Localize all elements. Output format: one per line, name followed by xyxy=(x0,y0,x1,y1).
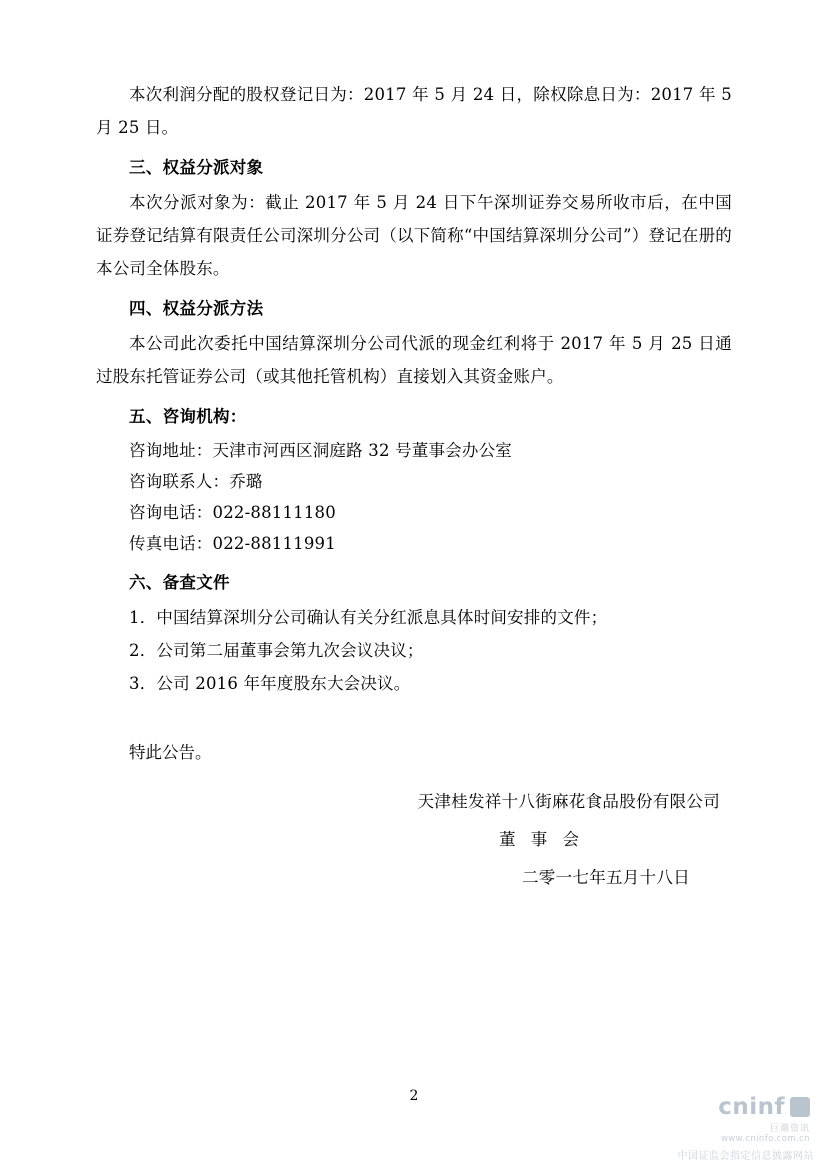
watermark xyxy=(718,1094,810,1144)
paragraph-record-date: 本次利润分配的股权登记日为：2017 年 5 月 24 日，除权除息日为：2017 年 5 月 25 日。 xyxy=(96,85,732,137)
spacer xyxy=(96,700,732,736)
consult-phone: 咨询电话：022-88111180 xyxy=(129,503,336,522)
watermark-logo xyxy=(718,1094,810,1120)
watermark-url: www.cninfo.com.cn xyxy=(720,1134,810,1144)
page-number: 2 xyxy=(409,1088,419,1104)
watermark-subtitle: 巨潮资讯 xyxy=(769,1124,810,1134)
signature-company: 天津桂发祥十八街麻花食品股份有限公司 xyxy=(417,792,720,811)
signature-council: 董 事 会 xyxy=(499,830,584,849)
watermark-mark-icon xyxy=(790,1097,810,1117)
consult-address: 咨询地址：天津市河西区洞庭路 32 号董事会办公室 xyxy=(129,441,512,460)
paragraph-section-4-body: 本公司此次委托中国结算深圳分公司代派的现金红利将于 2017 年 5 月 25 日通过股东托管证券公司（或其他托管机构）直接划入其资金账户。 xyxy=(96,334,732,386)
consult-fax: 传真电话：022-88111991 xyxy=(129,534,336,553)
list-item: 1．中国结算深圳分公司确认有关分红派息具体时间安排的文件； xyxy=(129,608,608,627)
signature-block xyxy=(96,783,732,897)
watermark-tagline: 中国证监会指定信息披露网站 xyxy=(677,1151,814,1162)
heading-section-4: 四、权益分派方法 xyxy=(129,299,264,318)
consult-contact-person: 咨询联系人：乔璐 xyxy=(129,472,263,491)
closing-statement: 特此公告。 xyxy=(129,743,212,762)
signature-date: 二零一七年五月十八日 xyxy=(522,868,690,887)
watermark-name: cninf xyxy=(718,1094,785,1120)
heading-section-5: 五、咨询机构： xyxy=(129,407,247,426)
list-item: 2．公司第二届董事会第九次会议决议； xyxy=(129,641,424,660)
heading-section-6: 六、备查文件 xyxy=(129,573,230,592)
list-item: 3．公司 2016 年年度股东大会决议。 xyxy=(129,674,411,693)
heading-section-3: 三、权益分派对象 xyxy=(129,158,264,177)
paragraph-section-3-body: 本次分派对象为：截止 2017 年 5 月 24 日下午深圳证券交易所收市后，在中国证券登记结算有限责任公司深圳分公司（以下简称“中国结算深圳分公司”）登记在册的本公司全体股东。 xyxy=(96,193,732,278)
